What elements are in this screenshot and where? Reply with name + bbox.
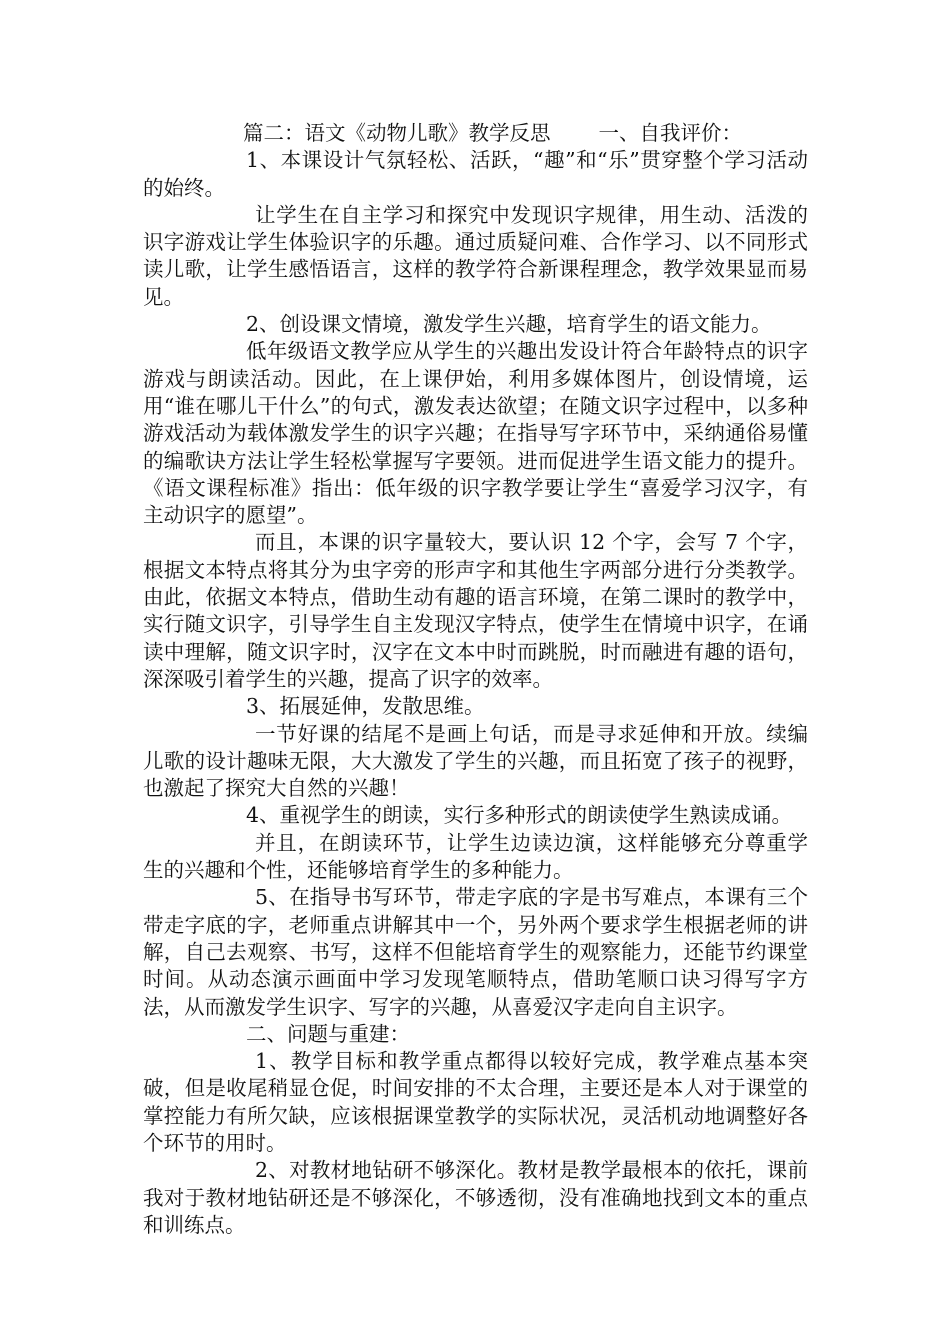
paragraph-8: 4、重视学生的朗读，实行多种形式的朗读使学生熟读成诵。 <box>246 803 793 828</box>
paragraph-10: 5、在指导书写环节，带走字底的字是书写难点，本课有三个带走字底的字，老师重点讲解其中一个，另外两个要求学生根据老师的讲解，自己去观察、书写，这样不但能培育学生的观察能力，还能节约课堂时间。从动态演示画面中学习发现笔顺特点，借助笔顺口诀习得写字方法，从而激发学生识字、写字的兴趣，从喜爱汉字走向自主识字。 <box>143 885 808 1019</box>
paragraph-1: 1、本课设计气氛轻松、活跃，“趣”和“乐”贯穿整个学习活动的始终。 <box>143 148 808 200</box>
paragraph-12: 2、对教材地钻研不够深化。教材是教学最根本的依托，课前我对于教材地钻研还是不够深化，不够透彻，没有准确地找到文本的重点和训练点。 <box>143 1158 808 1237</box>
section-heading-self-evaluation: 一、自我评价： <box>598 121 742 145</box>
paragraph-4: 低年级语文教学应从学生的兴趣出发设计符合年龄特点的识字游戏与朗读活动。因此，在上课伊始，利用多媒体图片，创设情境，运用“谁在哪儿干什么”的句式，激发表达欲望；在随文识字过程中，以多种游戏活动为载体激发学生的识字兴趣；在指导写字环节中，采纳通俗易懂的编歌诀方法让学生轻松掌握写字要领。进而促进学生语文能力的提升。《语文课程标准》指出：低年级的识字教学要让学生“喜爱学习汉字，有主动识字的愿望”。 <box>143 339 808 528</box>
paragraph-7: 一节好课的结尾不是画上句话，而是寻求延伸和开放。续编儿歌的设计趣味无限，大大激发了学生的兴趣，而且拓宽了孩子的视野，也激起了探究大自然的兴趣！ <box>143 721 808 801</box>
paragraph-11: 1、教学目标和教学重点都得以较好完成，教学难点基本突破，但是收尾稍显仓促，时间安排的不太合理，主要还是本人对于课堂的掌控能力有所欠缺，应该根据课堂教学的实际状况，灵活机动地调整好各个环节的用时。 <box>143 1049 808 1155</box>
paragraph-6: 3、拓展延伸，发散思维。 <box>246 694 485 719</box>
document-title-line <box>143 120 808 147</box>
paragraph-3: 2、创设课文情境，激发学生兴趣，培育学生的语文能力。 <box>246 312 772 337</box>
paragraph-5: 而且，本课的识字量较大，要认识 12 个字，会写 7 个字，根据文本特点将其分为虫字旁的形声字和其他生字两部分进行分类教学。由此，依据文本特点，借助生动有趣的语言环境，在第二课时的教学中，实行随文识字，引导学生自主发现汉字特点，使学生在情境中识字，在诵读中理解，随文识字时，汉字在文本中时而跳脱，时而融进有趣的语句，深深吸引着学生的兴趣，提高了识字的效率。 <box>143 530 808 691</box>
document-title: 篇二：语文《动物儿歌》教学反思 <box>243 121 551 145</box>
section-heading-problems: 二、问题与重建： <box>246 1021 410 1046</box>
document-body <box>143 120 808 1239</box>
paragraph-9: 并且，在朗读环节，让学生边读边演，这样能够充分尊重学生的兴趣和个性，还能够培育学生的多种能力。 <box>143 830 808 883</box>
paragraph-2: 让学生在自主学习和探究中发现识字规律，用生动、活泼的识字游戏让学生体验识字的乐趣。通过质疑问难、合作学习、以不同形式读儿歌，让学生感悟语言，这样的教学符合新课程理念，教学效果显而易见。 <box>143 202 808 309</box>
